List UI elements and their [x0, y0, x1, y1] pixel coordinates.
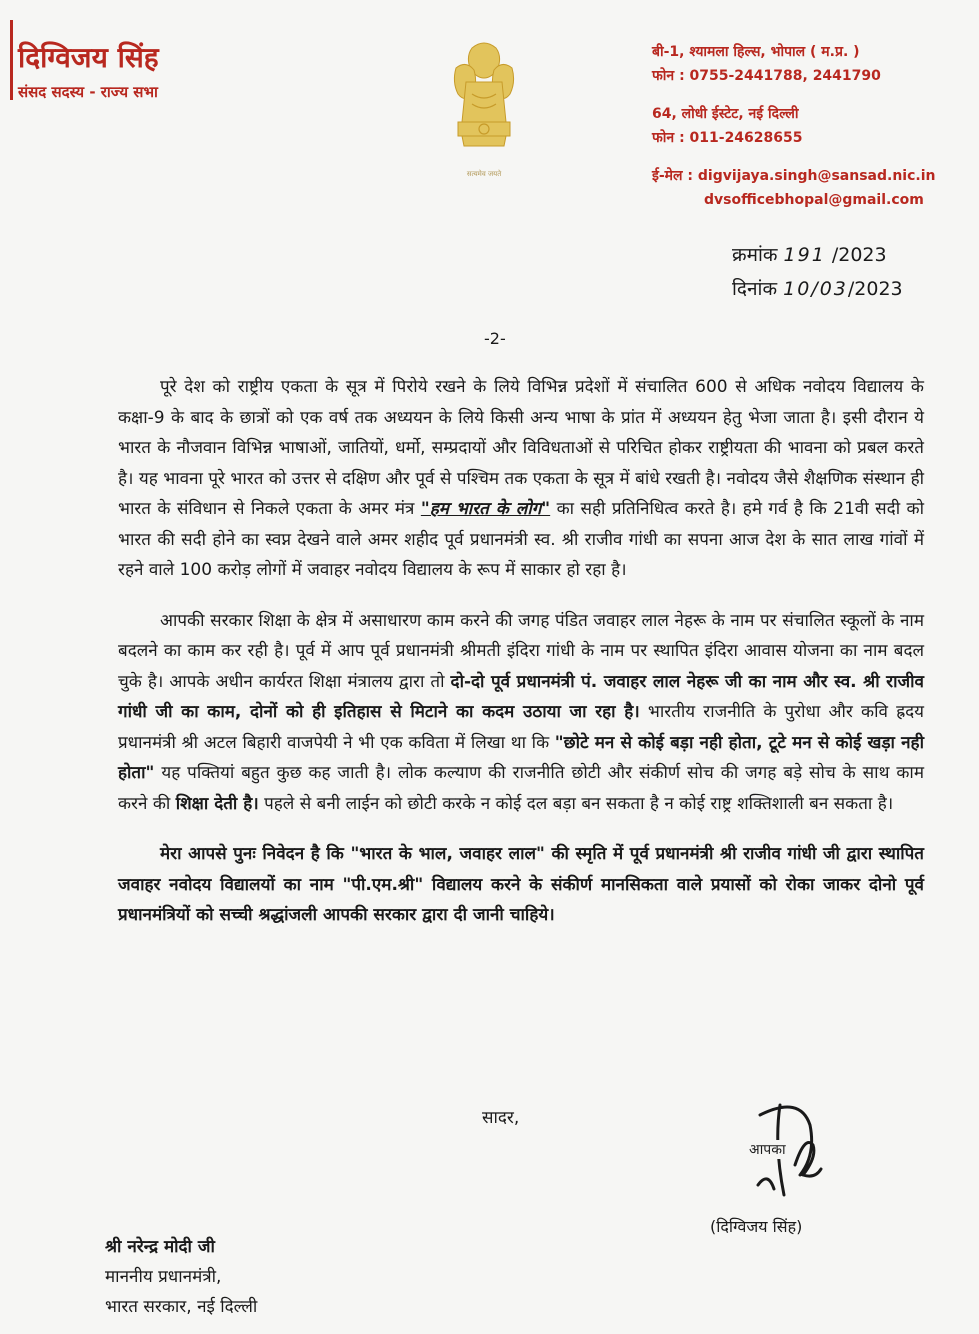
address-delhi: 64, लोधी ईस्टेट, नई दिल्ली	[652, 106, 799, 122]
email-secondary[interactable]: dvsofficebhopal@gmail.com	[704, 192, 924, 208]
paragraph-1-text-b: का सही प्रतिनिधित्व करते है। हमे गर्व है कि 21वी सदी को भारत की सदी होने का स्वप्न देखने वाले अमर शहीद पूर्व प्रधानमंत्री स्व. श्री राजीव गांधी का सपना आज देश के सात लाख गांवों में रहने वाले 100 करोड़ लोगों में जवाहर नवोदय विद्यालय के रूप में साकार हो रहा है।	[118, 499, 925, 580]
reference-number-year: /2023	[831, 244, 887, 266]
recipient-designation: माननीय प्रधानमंत्री,	[105, 1267, 222, 1287]
address-bhopal: बी-1, श्यामला हिल्स, भोपाल ( म.प्र. )	[652, 44, 860, 60]
paragraph-2-bold: दो-दो पूर्व प्रधानमंत्री पं. जवाहर लाल नेहरू जी का नाम और स्व. श्री राजीव गांधी जी का काम, दोनों को ही इतिहास से मिटाने का कदम उठाया जा रहा है।	[118, 671, 925, 722]
paragraph-2-quote: "छोटे मन से कोई बड़ा नही होता, टूटे मन से कोई खड़ा नही होता"	[118, 732, 924, 783]
signatory-name: (दिग्विजय सिंह)	[710, 1217, 803, 1236]
sender-name: दिग्विजय सिंह	[18, 41, 159, 74]
paragraph-1-quote: "हम भारत के लोग"	[420, 499, 551, 519]
reference-number-label: क्रमांक	[732, 244, 778, 266]
reference-block	[732, 238, 903, 306]
recipient-block	[105, 1232, 257, 1322]
closing-yours: आपका	[749, 1142, 786, 1158]
paragraph-1	[118, 372, 924, 586]
letterhead-rule	[10, 20, 13, 100]
reference-number	[732, 238, 903, 272]
recipient-office: भारत सरकार, नई दिल्ली	[105, 1297, 258, 1317]
paragraph-3: मेरा आपसे पुनः निवेदन है कि "भारत के भाल, जवाहर लाल" की स्मृति में पूर्व प्रधानमंत्री श्री राजीव गांधी जी द्वारा स्थापित जवाहर नवोदय विद्यालयों का नाम "पी.एम.श्री" विद्यालय करने के संकीर्ण मानसिकता वाले प्रयासों को रोका जाकर दोनो पूर्व प्रधानमंत्रियों को सच्ची श्रद्धांजली आपकी सरकार द्वारा दी जानी चाहिये।	[118, 844, 924, 925]
paragraph-2-text-a: आपकी सरकार शिक्षा के क्षेत्र में असाधारण काम करने की जगह पंडित जवाहर लाल नेहरू के नाम पर संचालित स्कूलों के नाम बदलने का काम कर रही है। पूर्व में आप पूर्व प्रधानमंत्री श्रीमती इंदिरा गांधी के नाम पर स्थापित इंदिरा आवास योजना का नाम बदल चुके है। आपके अधीन कार्यरत शिक्षा मंत्रालय द्वारा तो	[118, 610, 924, 692]
page-number: -2-	[484, 329, 506, 348]
reference-date-year: /2023	[847, 278, 903, 300]
letter-body	[118, 372, 924, 951]
reference-date	[732, 272, 903, 306]
paragraph-2-text-b: भारतीय राजनीति के पुरोधा और कवि ह्रदय प्रधानमंत्री श्री अटल बिहारी वाजपेयी ने भी एक कविता में लिखा था कि	[118, 702, 925, 753]
reference-date-value: 10/03	[783, 278, 848, 300]
reference-date-label: दिनांक	[732, 278, 778, 300]
closing-salutation: सादर,	[482, 1108, 520, 1128]
email-primary[interactable]: ई-मेल : digvijaya.singh@sansad.nic.in	[652, 168, 936, 184]
paragraph-2-text-c: यह पक्तियां बहुत कुछ कह जाती है। लोक कल्याण की राजनीति छोटी और संकीर्ण सोच की जगह बड़े सोच के साथ काम करने की	[118, 763, 925, 814]
contact-block	[652, 40, 935, 212]
reference-number-value: 191	[783, 244, 826, 266]
recipient-name: श्री नरेन्द्र मोदी जी	[105, 1237, 215, 1257]
phone-bhopal: फोन : 0755-2441788, 2441790	[652, 68, 881, 84]
sender-title: संसद सदस्य - राज्य सभा	[18, 83, 158, 101]
paragraph-2	[118, 606, 924, 820]
paragraph-2-text-d: पहले से बनी लाईन को छोटी करके न कोई दल बड़ा बन सकता है न कोई राष्ट्र शक्तिशाली बन सकता है।	[264, 793, 894, 814]
paragraph-2-bold-2: शिक्षा देती है।	[175, 793, 259, 814]
paragraph-1-text-a: पूरे देश को राष्ट्रीय एकता के सूत्र में पिरोये रखने के लिये विभिन्न प्रदेशों में संचालित 600 से अधिक नवोदय विद्यालय के कक्षा-9 के बाद के छात्रों को एक वर्ष तक अध्ययन के लिये किसी अन्य भाषा के प्रांत में अध्ययन हेतु भेजा जाता है। इसी दौरान ये भारत के नौजवान विभिन्न भाषाओं, जातियों, धर्मो, सम्प्रदायों और विविधताओं से परिचित होकर राष्ट्रीयता की भावना को प्रबल करते है। यह भावना पूरे भारत को उत्तर से दक्षिण और पूर्व से पश्चिम तक एकता के सूत्र में बांधे रखती है। नवोदय जैसे शैक्षणिक संस्थान ही भारत के संविधान से निकले एकता के अमर मंत्र	[118, 377, 924, 519]
emblem-motto: सत्यमेव जयते	[466, 170, 502, 178]
phone-delhi: फोन : 011-24628655	[652, 130, 803, 146]
national-emblem-icon	[442, 38, 526, 184]
